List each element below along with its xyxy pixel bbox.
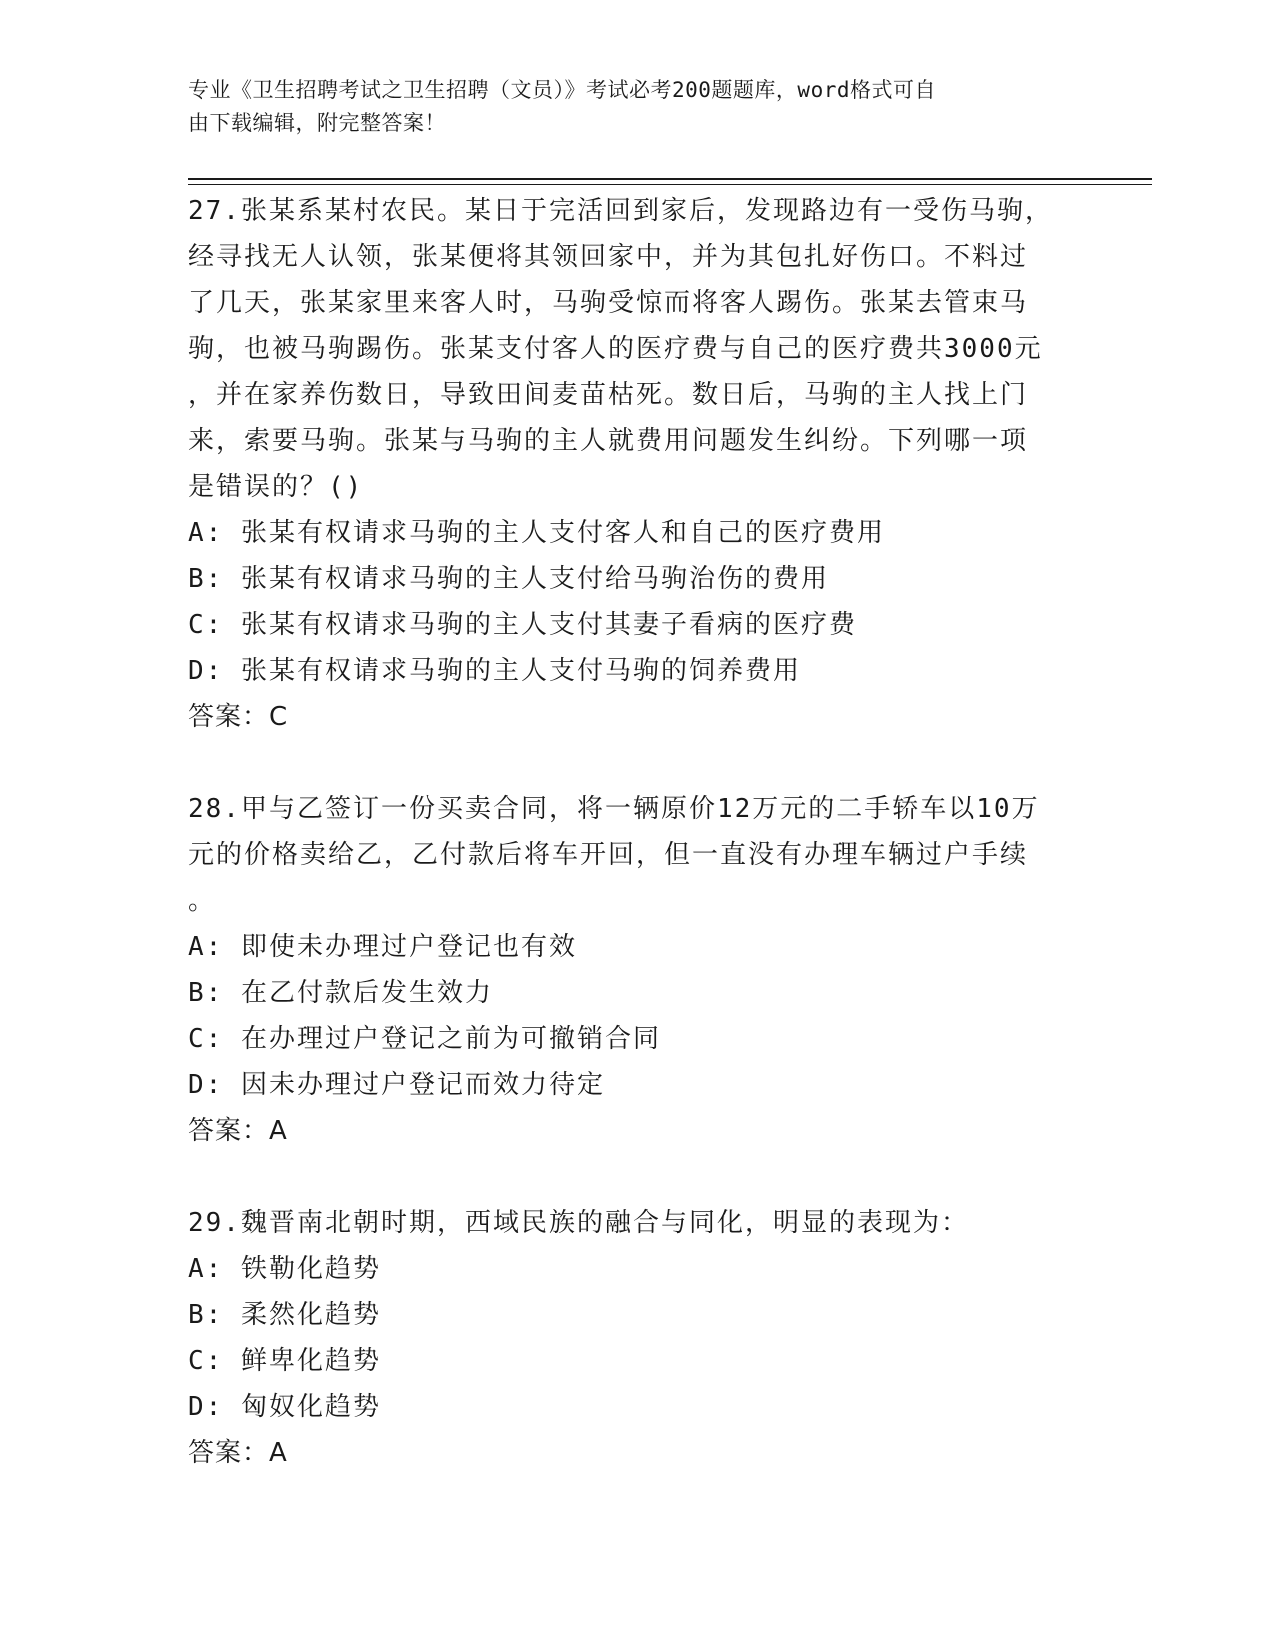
question-text-line: 27.张某系某村农民。某日于完活回到家后，发现路边有一受伤马驹， — [188, 196, 1053, 226]
question-list — [188, 188, 1088, 1476]
header-line: 由下载编辑，附完整答案！ — [188, 111, 446, 135]
answer-line: 答案：A — [188, 1116, 288, 1146]
spacer — [188, 1154, 1088, 1200]
question-text-line: 了几天，张某家里来客人时，马驹受惊而将客人踢伤。张某去管束马 — [188, 288, 1029, 318]
header-divider-thin — [188, 184, 1152, 185]
option-d: D: 张某有权请求马驹的主人支付马驹的饲养费用 — [188, 656, 801, 686]
question-text-line: 28.甲与乙签订一份买卖合同，将一辆原价12万元的二手轿车以10万 — [188, 794, 1040, 824]
question-text-line: 驹，也被马驹踢伤。张某支付客人的医疗费与自己的医疗费共3000元 — [188, 334, 1043, 364]
option-b: B: 柔然化趋势 — [188, 1300, 381, 1330]
option-a: A: 即使未办理过户登记也有效 — [188, 932, 577, 962]
question-text-line: 是错误的？() — [188, 472, 364, 502]
header-divider-thick — [188, 178, 1152, 180]
question-28 — [188, 786, 1088, 1154]
answer-line: 答案：A — [188, 1438, 288, 1468]
answer-line: 答案：C — [188, 702, 289, 732]
option-c: C: 张某有权请求马驹的主人支付其妻子看病的医疗费 — [188, 610, 857, 640]
document-header — [188, 74, 1068, 140]
question-text-line: 。 — [188, 886, 217, 916]
question-text-line: 29.魏晋南北朝时期，西域民族的融合与同化，明显的表现为： — [188, 1208, 969, 1238]
option-a: A: 铁勒化趋势 — [188, 1254, 381, 1284]
spacer — [188, 740, 1088, 786]
question-text-line: 元的价格卖给乙，乙付款后将车开回，但一直没有办理车辆过户手续 — [188, 840, 1029, 870]
option-c: C: 在办理过户登记之前为可撤销合同 — [188, 1024, 661, 1054]
option-a: A: 张某有权请求马驹的主人支付客人和自己的医疗费用 — [188, 518, 885, 548]
option-d: D: 匈奴化趋势 — [188, 1392, 381, 1422]
option-c: C: 鲜卑化趋势 — [188, 1346, 381, 1376]
option-b: B: 在乙付款后发生效力 — [188, 978, 493, 1008]
question-27 — [188, 188, 1088, 740]
header-line: 专业《卫生招聘考试之卫生招聘（文员）》考试必考200题题库，word格式可自 — [188, 78, 936, 102]
question-text-line: ，并在家养伤数日，导致田间麦苗枯死。数日后，马驹的主人找上门 — [188, 380, 1029, 410]
option-d: D: 因未办理过户登记而效力待定 — [188, 1070, 605, 1100]
question-text-line: 经寻找无人认领，张某便将其领回家中，并为其包扎好伤口。不料过 — [188, 242, 1029, 272]
option-b: B: 张某有权请求马驹的主人支付给马驹治伤的费用 — [188, 564, 829, 594]
question-29 — [188, 1200, 1088, 1476]
question-text-line: 来，索要马驹。张某与马驹的主人就费用问题发生纠纷。下列哪一项 — [188, 426, 1029, 456]
